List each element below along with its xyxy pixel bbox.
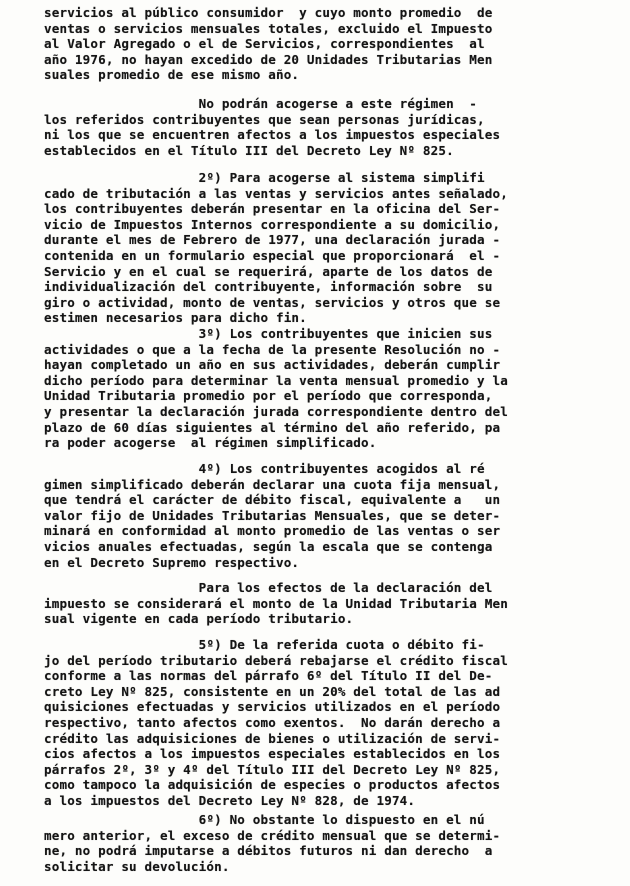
text-line: ne, no podrá imputarse a débitos futuros ni dan derecho a [44, 843, 493, 859]
paragraph-exclusions [44, 96, 589, 158]
text-line: al Valor Agregado o el de Servicios, correspondientes al [44, 36, 485, 52]
text-line: cios afectos a los impuestos especiales establecidos en los [44, 746, 501, 762]
text-line: gimen simplificado deberán declarar una cuota fija mensual, [44, 476, 501, 492]
text-line: 6º) No obstante lo dispuesto en el nú [44, 812, 485, 827]
text-line: los contribuyentes deberán presentar en la oficina del Ser- [44, 201, 501, 217]
text-line: vicios anuales efectuadas, según la escala que se contenga [44, 538, 493, 554]
text-line: establecidos en el Título III del Decreto Ley Nº 825. [44, 142, 454, 158]
text-line: a los impuestos del Decreto Ley Nº 828, de 1974. [44, 792, 416, 808]
text-line: jo del período tributario deberá rebajarse el crédito fiscal [44, 652, 508, 668]
text-line: suales promedio de ese mismo año. [44, 67, 300, 83]
text-line: dicho período para determinar la venta mensual promedio y la [44, 372, 508, 388]
text-line: 5º) De la referida cuota o débito fi- [44, 637, 485, 652]
text-line: ni los que se encuentren afectos a los impuestos especiales [44, 127, 501, 143]
text-line: No podrán acogerse a este régimen - [44, 96, 477, 111]
text-line: quisiciones efectuadas y servicios utilizados en el período [44, 699, 501, 715]
text-line: vicio de Impuestos Internos correspondiente a su domicilio, [44, 216, 501, 232]
paragraph-article-6 [44, 812, 589, 874]
text-line: en el Decreto Supremo respectivo. [44, 554, 300, 570]
text-line: los referidos contribuyentes que sean personas jurídicas, [44, 111, 485, 127]
paragraph-declaration-effects [44, 580, 589, 627]
text-line: ventas o servicios mensuales totales, excluido el Impuesto [44, 20, 493, 36]
text-line: valor fijo de Unidades Tributarias Mensuales, que se deter- [44, 507, 501, 523]
text-line: respectivo, tanto afectos como exentos. No darán derecho a [44, 714, 501, 730]
text-line: creto Ley Nº 825, consistente en un 20% del total de las ad [44, 683, 501, 699]
text-line: ra poder acogerse al régimen simplificado. [44, 435, 377, 451]
text-line: actividades o que a la fecha de la presente Resolución no - [44, 341, 501, 357]
text-line: conforme a las normas del párrafo 6º del Título II del De- [44, 668, 493, 684]
text-line: individualización del contribuyente, información sobre su [44, 279, 493, 295]
text-line: 4º) Los contribuyentes acogidos al ré [44, 461, 485, 476]
text-line: y presentar la declaración jurada correspondiente dentro del [44, 403, 508, 419]
paragraph-article-2 [44, 170, 589, 326]
text-line: párrafos 2º, 3º y 4º del Título III del Decreto Ley Nº 825, [44, 761, 501, 777]
text-line: contenida en un formulario especial que proporcionará el - [44, 247, 501, 263]
text-line: 3º) Los contribuyentes que inicien sus [44, 326, 493, 341]
text-line: minará en conformidad al monto promedio de las ventas o ser [44, 523, 501, 539]
text-line: Servicio y en el cual se requerirá, aparte de los datos de [44, 263, 493, 279]
text-line: estimen necesarios para dicho fin. [44, 310, 307, 326]
text-line: sual vigente en cada período tributario. [44, 611, 354, 627]
text-line: cado de tributación a las ventas y servicios antes señalado, [44, 185, 508, 201]
paragraph-article-4 [44, 461, 589, 570]
text-line: 2º) Para acogerse al sistema simplifi [44, 170, 485, 185]
text-line: giro o actividad, monto de ventas, servicios y otros que se [44, 294, 501, 310]
text-line: como tampoco la adquisición de especies o productos afectos [44, 777, 501, 793]
text-line: mero anterior, el exceso de crédito mensual que se determi- [44, 827, 501, 843]
text-line: crédito las adquisiciones de bienes o utilización de servi- [44, 730, 501, 746]
text-line: solicitar su devolución. [44, 858, 230, 874]
paragraph-article-5 [44, 637, 589, 809]
paragraph-article-3 [44, 326, 589, 451]
text-line: servicios al público consumidor y cuyo monto promedio de [44, 5, 493, 20]
text-line: hayan completado un año en sus actividades, deberán cumplir [44, 357, 501, 373]
text-line: Unidad Tributaria promedio por el período que corresponda, [44, 388, 493, 404]
text-line: que tendrá el carácter de débito fiscal, equivalente a un [44, 492, 501, 508]
paragraph-consumer-services [44, 5, 589, 83]
text-line: plazo de 60 días siguientes al término del año referido, pa [44, 419, 501, 435]
text-line: Para los efectos de la declaración del [44, 580, 493, 595]
text-line: impuesto se considerará el monto de la Unidad Tributaria Men [44, 595, 508, 611]
text-line: durante el mes de Febrero de 1977, una declaración jurada - [44, 232, 501, 248]
text-line: año 1976, no hayan excedido de 20 Unidades Tributarias Men [44, 51, 493, 67]
